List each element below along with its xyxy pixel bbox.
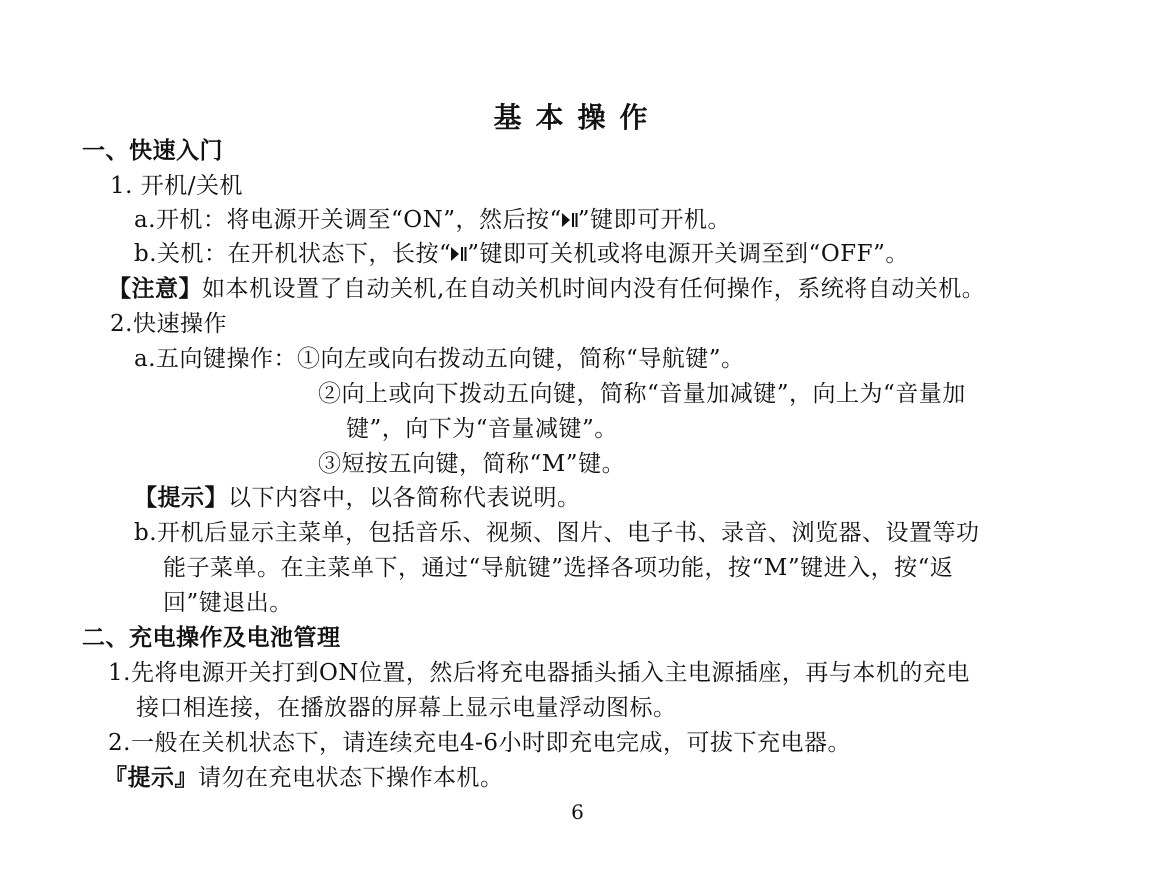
item-1b-suffix: ”键即可关机或将电源开关调至到“OFF”。 — [467, 241, 909, 267]
play-pause-icon — [562, 211, 578, 229]
item-2a-line-2: ②向上或向下拨动五向键，简称“音量加减键”，向上为“音量加 — [318, 381, 966, 407]
item-2a-line-1: a.五向键操作：①向左或向右拨动五向键，简称“导航键”。 — [134, 346, 745, 372]
page-title: 基本操作 — [493, 101, 662, 134]
tip-line — [134, 483, 581, 513]
item-2a-line-4: ③短按五向键，简称“M”键。 — [318, 451, 626, 477]
charge-item-1-line-1: 1.先将电源开关打到ON位置，然后将充电器插头插入主电源插座，再与本机的充电 — [108, 660, 970, 686]
item-1b-line — [134, 239, 909, 269]
item-2b-line-1: b.开机后显示主菜单，包括音乐、视频、图片、电子书、录音、浏览器、设置等功 — [134, 520, 980, 546]
charge-item-1-line-2: 接口相连接，在播放器的屏幕上显示电量浮动图标。 — [136, 695, 677, 721]
tip-text: 以下内容中，以各简称代表说明。 — [228, 485, 581, 511]
item-1a-suffix: ”键即可开机。 — [577, 207, 732, 233]
charge-tip-tag: 『提示』 — [104, 765, 198, 791]
charge-item-2: 2.一般在关机状态下，请连续充电4-6小时即充电完成，可拔下充电器。 — [108, 730, 851, 756]
page-number: 6 — [571, 800, 584, 824]
item-2-label: 2.快速操作 — [110, 311, 227, 337]
item-1b-prefix: b.关机：在开机状态下，长按“ — [134, 241, 452, 267]
section-2-heading: 二、充电操作及电池管理 — [82, 625, 341, 651]
section-1-heading: 一、快速入门 — [82, 138, 223, 164]
item-1a-prefix: a.开机：将电源开关调至“ON”，然后按“ — [134, 207, 562, 233]
note-tag: 【注意】 — [108, 276, 202, 302]
item-1a-line — [134, 205, 731, 235]
note-line — [108, 274, 985, 304]
item-2a-line-3: 键”，向下为“音量减键”。 — [346, 416, 618, 442]
charge-tip-text: 请勿在充电状态下操作本机。 — [198, 765, 504, 791]
play-pause-icon — [451, 245, 467, 263]
note-text: 如本机设置了自动关机,在自动关机时间内没有任何操作，系统将自动关机。 — [202, 276, 986, 302]
charge-tip-line — [104, 763, 504, 793]
item-2b-line-3: 回”键退出。 — [163, 590, 293, 616]
tip-tag: 【提示】 — [134, 485, 228, 511]
item-1-label: 1. 开机/关机 — [110, 173, 244, 199]
item-2b-line-2: 能子菜单。在主菜单下，通过“导航键”选择各项功能，按“M”键进入，按“返 — [163, 555, 954, 581]
